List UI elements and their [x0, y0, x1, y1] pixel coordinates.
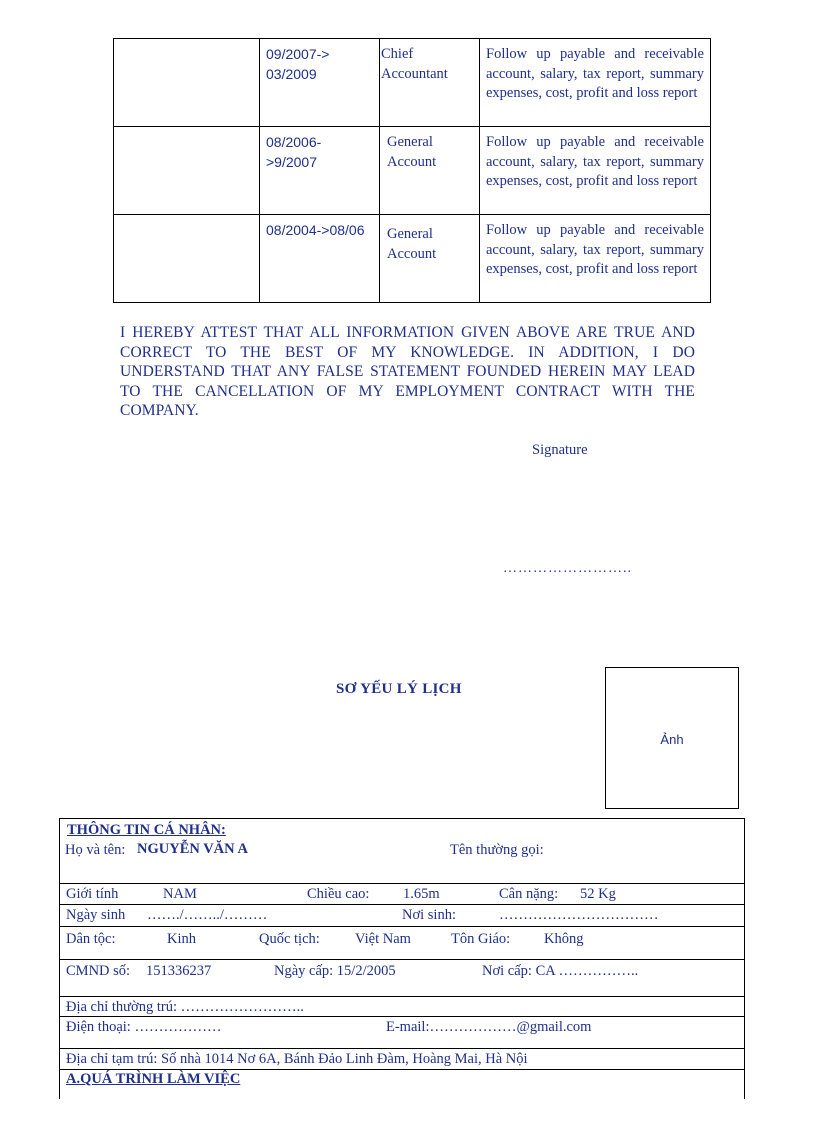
ethnicity-value: Kinh: [167, 931, 196, 947]
birthplace-value: ……………………………: [499, 907, 659, 923]
gender-label: Giới tính: [66, 886, 119, 902]
row-divider: [60, 1016, 744, 1017]
row-divider: [60, 959, 744, 960]
position-cell: General Account: [380, 127, 480, 215]
row-divider: [60, 904, 744, 905]
row-divider: [60, 883, 744, 884]
nationality-label: Quốc tịch:: [259, 931, 320, 947]
table-row: [114, 127, 711, 215]
name-value: NGUYỄN VĂN A: [137, 841, 248, 857]
description-cell: Follow up payable and receivable account, salary, tax report, summary expenses, cost, profit and loss report: [480, 39, 711, 127]
permanent-address: Địa chỉ thường trú: ……………………..: [66, 999, 304, 1015]
position-cell: Chief Accountant: [380, 39, 480, 127]
photo-placeholder: [605, 667, 739, 809]
row-divider: [60, 1069, 744, 1070]
id-label: CMND số:: [66, 963, 131, 979]
cv-title: SƠ YẾU LÝ LỊCH: [336, 681, 462, 697]
description-cell: Follow up payable and receivable account, salary, tax report, summary expenses, cost, profit and loss report: [480, 127, 711, 215]
signature-line: ……………………..: [503, 561, 632, 576]
period-cell: 08/2006- >9/2007: [260, 127, 380, 215]
empty-cell: [114, 39, 260, 127]
personal-info-heading: THÔNG TIN CÁ NHÂN:: [67, 822, 226, 838]
dob-value: ……./……../………: [147, 907, 268, 923]
description-cell: Follow up payable and receivable account, salary, tax report, summary expenses, cost, profit and loss report: [480, 215, 711, 303]
name-label: Họ và tên:: [65, 842, 126, 858]
signature-label: Signature: [532, 442, 588, 458]
height-label: Chiều cao:: [307, 886, 370, 902]
attestation-paragraph: I HEREBY ATTEST THAT ALL INFORMATION GIVEN ABOVE ARE TRUE AND CORRECT TO THE BEST OF MY KNOWLEDGE. IN ADDITION, I DO UNDERSTAND THAT ANY FALSE STATEMENT FOUNDED HEREIN MAY LEAD TO THE CANCELLATION OF MY EMPLOYMENT CONTRACT WITH THE COMPANY.: [120, 324, 695, 419]
ethnicity-label: Dân tộc:: [66, 931, 116, 947]
id-value: 151336237: [146, 963, 212, 979]
nickname-label: Tên thường gọi:: [450, 842, 544, 858]
row-divider: [60, 926, 744, 927]
personal-info-form: [59, 818, 745, 1099]
experience-table-body: [114, 39, 711, 303]
position-cell: General Account: [380, 215, 480, 303]
empty-cell: [114, 215, 260, 303]
temporary-address: Địa chỉ tạm trú: Số nhà 1014 Nơ 6A, Bánh Đảo Linh Đàm, Hoàng Mai, Hà Nội: [66, 1051, 528, 1067]
issue-date: Ngày cấp: 15/2/2005: [274, 963, 396, 979]
work-history-heading: A.QUÁ TRÌNH LÀM VIỆC: [66, 1071, 241, 1087]
empty-cell: [114, 127, 260, 215]
experience-table: [113, 38, 711, 303]
row-divider: [60, 996, 744, 997]
height-value: 1.65m: [403, 886, 440, 902]
birthplace-label: Nơi sinh:: [402, 907, 456, 923]
period-cell: 08/2004->08/06: [260, 215, 380, 303]
table-row: [114, 39, 711, 127]
period-cell: 09/2007-> 03/2009: [260, 39, 380, 127]
nationality-value: Việt Nam: [355, 931, 411, 947]
email: E-mail:………………@gmail.com: [386, 1019, 592, 1035]
gender-value: NAM: [163, 886, 197, 902]
row-divider: [60, 1048, 744, 1049]
dob-label: Ngày sinh: [66, 907, 126, 923]
weight-label: Cân nặng:: [499, 886, 559, 902]
religion-label: Tôn Giáo:: [451, 931, 511, 947]
photo-label: Ảnh: [660, 732, 684, 747]
phone: Điện thoại: ………………: [66, 1019, 222, 1035]
religion-value: Không: [544, 931, 584, 947]
issue-place: Nơi cấp: CA ……………..: [482, 963, 639, 979]
weight-value: 52 Kg: [580, 886, 616, 902]
table-row: [114, 215, 711, 303]
